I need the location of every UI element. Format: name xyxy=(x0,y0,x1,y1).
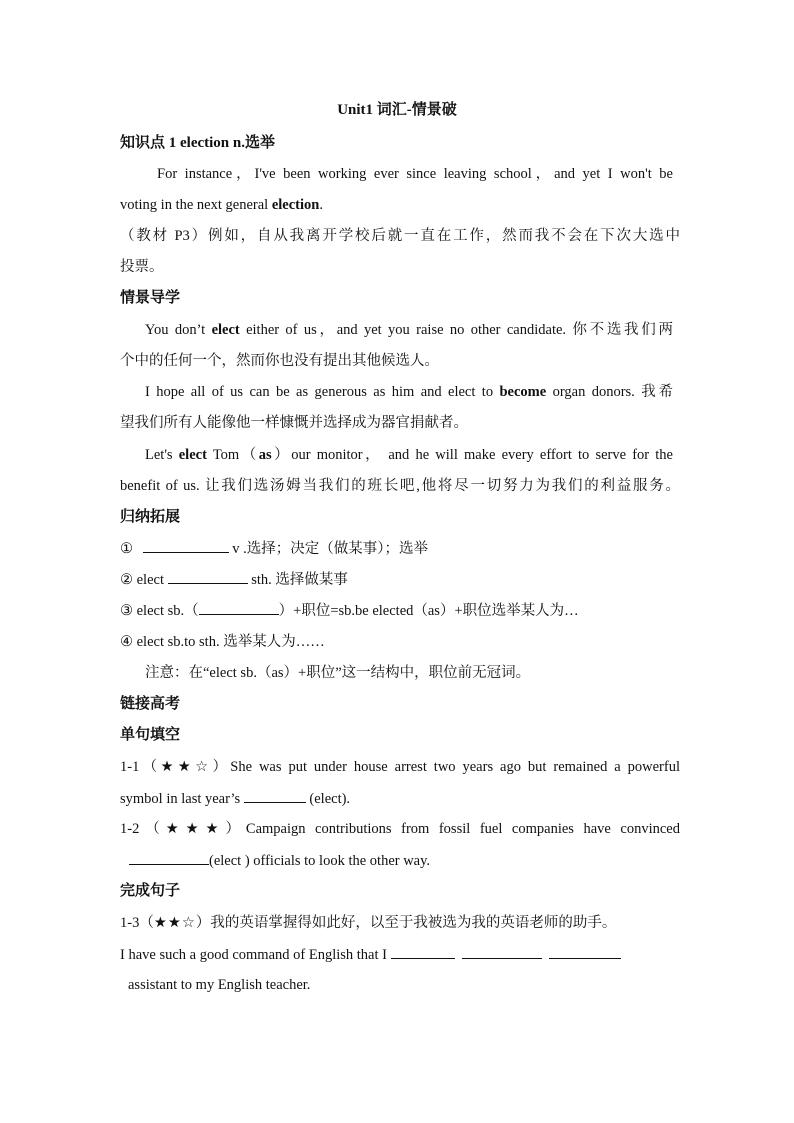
text: elect sb.to sth. 选举某人为…… xyxy=(136,634,325,650)
difficulty-stars: ★★☆ xyxy=(153,915,196,931)
summary-item-1 xyxy=(120,538,680,559)
example-translation-line2: 投票。 xyxy=(120,259,164,275)
keyword: elect xyxy=(178,447,207,463)
text: elect sb.（ xyxy=(136,603,199,619)
answer-blank[interactable] xyxy=(391,944,455,959)
example-text: voting in the next general xyxy=(120,197,272,213)
text: ）Campaign contributions from fossil fuel companies have convinced xyxy=(225,821,680,837)
example-text-end: . xyxy=(319,197,323,213)
section-heading-fill-in: 单句填空 xyxy=(120,727,181,743)
section-heading-gaokao: 链接高考 xyxy=(120,696,181,712)
question-1-3-line3: assistant to my English teacher. xyxy=(128,977,311,993)
context-sentence-1 xyxy=(145,320,673,340)
question-1-2-line1 xyxy=(120,819,680,839)
summary-item-4 xyxy=(120,632,680,652)
text: elect xyxy=(136,572,168,588)
summary-item-2 xyxy=(120,569,680,590)
example-sentence-line1: For instance，I've been working ever since leaving school，and yet I won't be xyxy=(157,166,673,182)
text: ）+职位=sb.be elected（as）+职位选举某人为… xyxy=(278,603,579,619)
question-number: 1-2（ xyxy=(120,821,166,837)
text: ）She was put under house arrest two years ago but remained a powerful xyxy=(212,759,680,775)
summary-item-3 xyxy=(120,600,680,621)
fill-blank[interactable] xyxy=(168,569,248,584)
section-heading-complete-sentence: 完成句子 xyxy=(120,883,181,899)
example-sentence-line2 xyxy=(120,195,680,215)
question-number: 1-1（ xyxy=(120,759,161,775)
question-1-1-line2 xyxy=(120,788,680,809)
item-number: ② xyxy=(120,572,133,588)
item-number: ④ xyxy=(120,634,133,650)
difficulty-stars: ★★★ xyxy=(165,821,226,837)
context-sentence-2 xyxy=(145,382,673,402)
keyword: elect xyxy=(211,322,240,338)
text: Let's xyxy=(145,447,179,463)
keyword: become xyxy=(499,384,547,400)
item-number: ③ xyxy=(120,603,133,619)
keyword: as xyxy=(258,447,272,463)
text: symbol in last year’s xyxy=(120,791,244,807)
section-heading-summary: 归纳拓展 xyxy=(120,509,181,525)
text: (elect). xyxy=(305,791,351,807)
text: organ donors. 我希 xyxy=(546,384,673,400)
text: ）our monitor， and he will make every effort to serve for the xyxy=(271,447,673,463)
question-1-1-line1 xyxy=(120,757,680,777)
text: (elect ) officials to look the other way. xyxy=(209,853,431,869)
text: sth. 选择做某事 xyxy=(247,572,348,588)
text: Tom（ xyxy=(206,447,259,463)
context-sentence-3-line2: benefit of us. 让我们选汤姆当我们的班长吧,他将尽一切努力为我们的利益服务。 xyxy=(120,478,680,494)
text: You don’t xyxy=(145,322,212,338)
question-number: 1-3（ xyxy=(120,915,154,931)
question-1-3-line1 xyxy=(120,913,680,933)
fill-blank[interactable] xyxy=(143,538,229,553)
text: ）我的英语掌握得如此好，以至于我被选为我的英语老师的助手。 xyxy=(195,915,617,931)
difficulty-stars: ★★☆ xyxy=(160,759,213,775)
answer-blank[interactable] xyxy=(244,788,306,803)
text: I have such a good command of English that I xyxy=(120,947,391,963)
text: either of us，and yet you raise no other candidate. 你不选我们两 xyxy=(239,322,673,338)
item-number: ① xyxy=(120,541,133,557)
fill-blank[interactable] xyxy=(199,600,279,615)
summary-note: 注意：在“elect sb.（as）+职位”这一结构中，职位前无冠词。 xyxy=(145,665,531,681)
answer-blank[interactable] xyxy=(129,850,209,865)
section-heading-context: 情景导学 xyxy=(120,290,181,306)
question-1-3-line2 xyxy=(120,944,680,965)
answer-blank[interactable] xyxy=(549,944,621,959)
text: v .选择；决定（做某事）；选举 xyxy=(228,541,428,557)
context-sentence-1-line2: 个中的任何一个，然而你也没有提出其他候选人。 xyxy=(120,353,439,369)
context-sentence-3 xyxy=(145,445,673,465)
keyword-election: election xyxy=(271,197,320,213)
answer-blank[interactable] xyxy=(462,944,542,959)
example-translation-line1: （教材 P3）例如，自从我离开学校后就一直在工作，然而我不会在下次大选中 xyxy=(120,228,680,244)
question-1-2-line2 xyxy=(120,850,680,871)
context-sentence-2-line2: 望我们所有人能像他一样慷慨并选择成为器官捐献者。 xyxy=(120,415,468,431)
knowledge-point-heading: 知识点 1 election n.选举 xyxy=(120,135,275,151)
text: I hope all of us can be as generous as him and elect to xyxy=(145,384,500,400)
page-title: Unit1 词汇-情景破 xyxy=(337,102,457,118)
